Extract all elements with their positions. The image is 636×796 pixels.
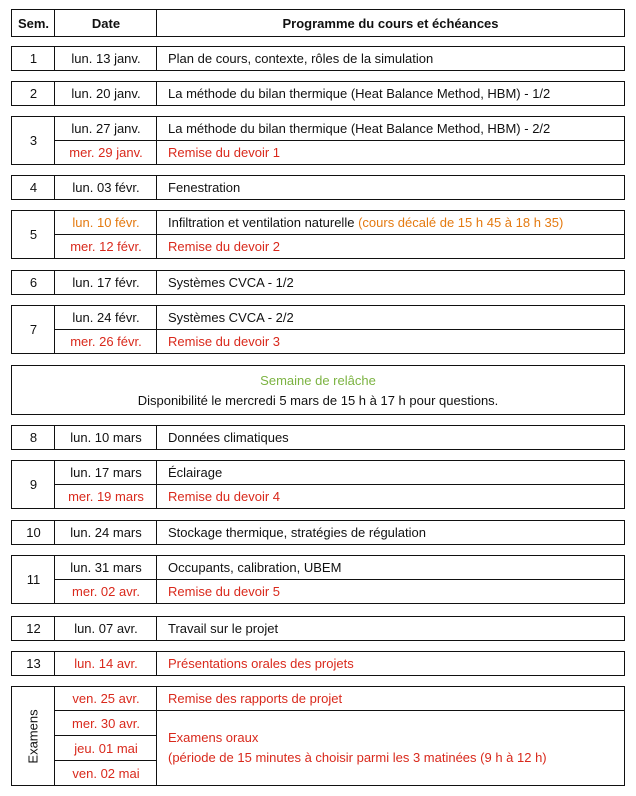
header-programme: Programme du cours et échéances: [282, 15, 499, 31]
week-date: lun. 03 févr.: [72, 180, 140, 195]
week-date: lun. 14 avr.: [74, 656, 138, 671]
week-row: [11, 305, 625, 354]
exams-block: [11, 686, 625, 786]
oral-exams-title: Examens oraux: [168, 730, 259, 745]
week-topic: Stockage thermique, stratégies de régulation: [168, 525, 426, 540]
week-row: [11, 175, 625, 200]
week-topic: La méthode du bilan thermique (Heat Balance Method, HBM) - 2/2: [168, 121, 551, 136]
week-topic: Systèmes CVCA - 1/2: [168, 275, 294, 290]
week-date: lun. 24 févr.: [72, 310, 140, 325]
week-row: [11, 651, 625, 676]
week-row: [11, 425, 625, 450]
week-number: 9: [29, 477, 38, 492]
week-row: [11, 520, 625, 545]
week-topic: Données climatiques: [168, 430, 289, 445]
week-topic: Présentations orales des projets: [168, 656, 354, 671]
week-topic: Fenestration: [168, 180, 241, 195]
week-topic: Plan de cours, contexte, rôles de la simulation: [168, 51, 434, 66]
week-topic: Occupants, calibration, UBEM: [168, 560, 342, 575]
break-week-note: Disponibilité le mercredi 5 mars de 15 h à 17 h pour questions.: [137, 393, 499, 408]
week-number: 5: [29, 227, 38, 242]
week-topic: [157, 211, 624, 234]
deadline-text: Remise du devoir 2: [168, 239, 280, 254]
week-topic: Travail sur le projet: [168, 621, 279, 636]
exams-label: Examens: [26, 708, 42, 764]
week-row: [11, 81, 625, 106]
week-number: 12: [26, 621, 41, 636]
deadline-text: Remise du devoir 4: [168, 489, 280, 504]
week-row: [11, 116, 625, 165]
week-row: [11, 210, 625, 259]
schedule-note: (cours décalé de 15 h 45 à 18 h 35): [358, 215, 564, 230]
exam-date: jeu. 01 mai: [74, 740, 138, 756]
week-date: lun. 24 mars: [70, 525, 142, 540]
week-date: lun. 27 janv.: [71, 121, 141, 136]
week-number: 1: [29, 51, 38, 66]
week-number: 10: [26, 525, 41, 540]
deadline-date: mer. 12 févr.: [70, 239, 142, 254]
week-date: lun. 07 avr.: [74, 621, 138, 636]
week-date: lun. 10 mars: [70, 430, 142, 445]
week-topic: La méthode du bilan thermique (Heat Balance Method, HBM) - 1/2: [168, 86, 551, 101]
break-week-block: [11, 365, 625, 415]
exam-date: ven. 02 mai: [72, 765, 140, 781]
deadline-date: mer. 02 avr.: [72, 584, 140, 599]
deadline-text: Remise du devoir 3: [168, 334, 280, 349]
deadline-date: mer. 19 mars: [68, 489, 144, 504]
week-date: lun. 17 mars: [70, 465, 142, 480]
week-number: 2: [29, 86, 38, 101]
deadline-text: Remise du devoir 1: [168, 145, 280, 160]
week-date: lun. 10 févr.: [72, 215, 140, 230]
break-week-title: Semaine de relâche: [260, 373, 376, 388]
exam-date: ven. 25 avr.: [72, 691, 140, 706]
header-date: Date: [91, 15, 121, 31]
week-date: lun. 13 janv.: [71, 51, 141, 66]
oral-exams-detail: (période de 15 minutes à choisir parmi les 3 matinées (9 h à 12 h): [168, 750, 547, 765]
week-row: [11, 460, 625, 509]
header-sem: Sem.: [17, 15, 50, 31]
week-date: lun. 20 janv.: [71, 86, 141, 101]
project-report-deadline: Remise des rapports de projet: [168, 691, 343, 706]
week-topic-text: Infiltration et ventilation naturelle: [168, 215, 355, 230]
week-topic: Systèmes CVCA - 2/2: [168, 310, 294, 325]
deadline-date: mer. 26 févr.: [70, 334, 142, 349]
week-number: 4: [29, 180, 38, 195]
week-number: 8: [29, 430, 38, 445]
week-number: 3: [29, 133, 38, 148]
week-row: [11, 270, 625, 295]
week-row: [11, 555, 625, 604]
week-row: [11, 46, 625, 71]
exam-date: mer. 30 avr.: [72, 715, 140, 731]
oral-exams: [157, 711, 624, 785]
deadline-date: mer. 29 janv.: [69, 145, 143, 160]
week-date: lun. 31 mars: [70, 560, 142, 575]
week-date: lun. 17 févr.: [72, 275, 140, 290]
deadline-text: Remise du devoir 5: [168, 584, 280, 599]
week-number: 6: [29, 275, 38, 290]
week-topic: Éclairage: [168, 465, 223, 480]
table-header: [11, 9, 625, 37]
week-number: 13: [26, 656, 41, 671]
week-number: 7: [29, 322, 38, 337]
week-row: [11, 616, 625, 641]
week-number: 11: [26, 572, 41, 587]
